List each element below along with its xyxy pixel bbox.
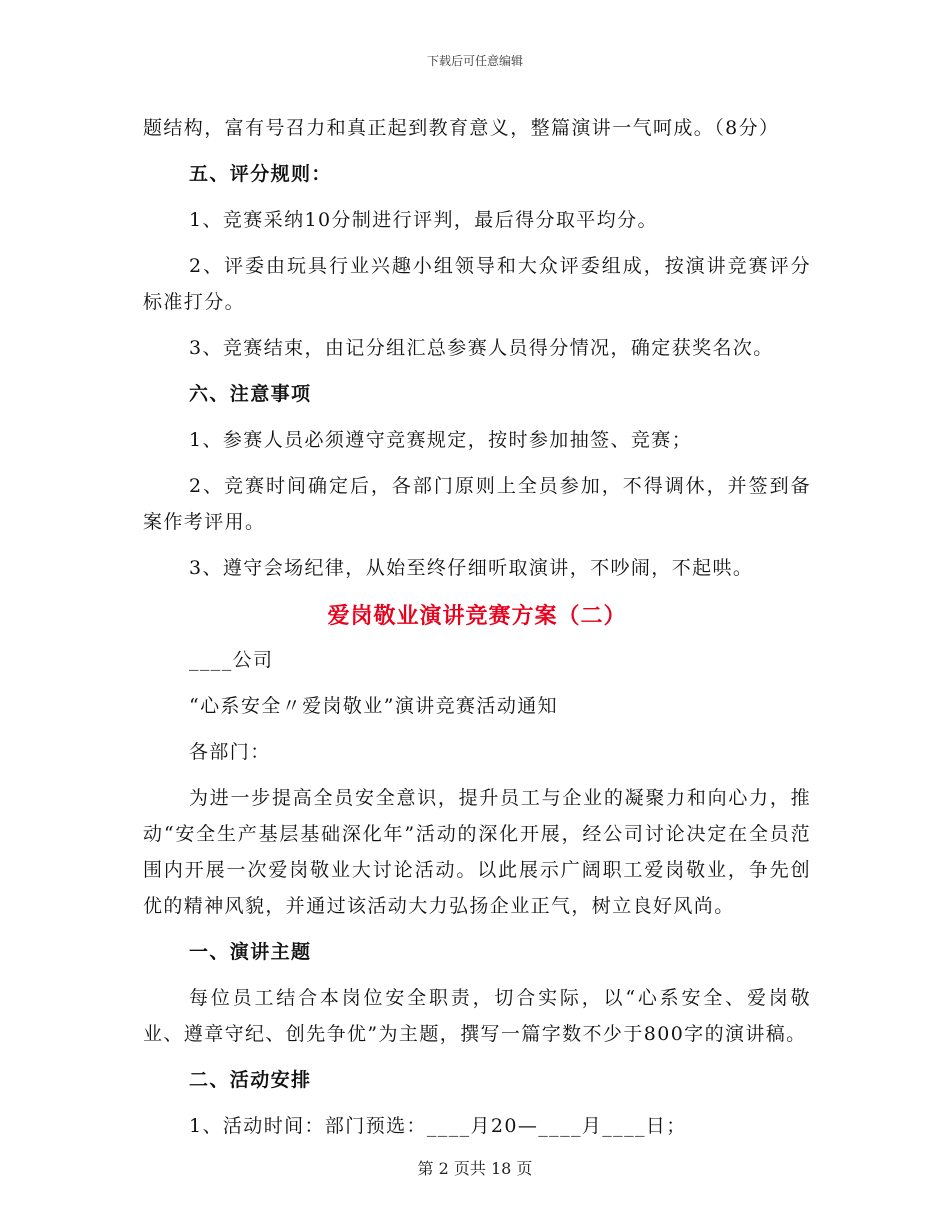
notice-title: “心系安全〃爱岗敬业”演讲竞赛活动通知 (189, 695, 559, 717)
section-heading-scoring-rules: 五、评分规则： (189, 163, 332, 185)
intro-paragraph: 为进一步提高全员安全意识，提升员工与企业的凝聚力和向心力，推动“安全生产基层基础深化年”活动的深化开展，经公司讨论决定在全员范围内开展一次爱岗敬业大讨论活动。以此展示广阔职工爱岗敬业，争先创优的精神风貌，并通过该活动大力弘扬企业正气，树立良好风尚。 (143, 787, 811, 917)
company-line: ____公司 (189, 649, 274, 671)
document-body (143, 110, 811, 1154)
salutation: 各部门： (189, 741, 271, 763)
section-heading-theme: 一、演讲主题 (189, 941, 312, 963)
section-heading-arrangement: 二、活动安排 (189, 1069, 312, 1091)
page-footer: 第 2 页共 18 页 (417, 1159, 533, 1178)
section-heading-notes: 六、注意事项 (189, 383, 312, 405)
paragraph-continuation: 题结构，富有号召力和真正起到教育意义，整篇演讲一气呵成。（8分） (143, 117, 780, 139)
scoring-rule-2: 2、评委由玩具行业兴趣小组领导和大众评委组成，按演讲竞赛评分标准打分。 (143, 255, 811, 313)
arrangement-item-1: 1、活动时间：部门预选：____月20—____月____日； (189, 1115, 687, 1137)
scoring-rule-3: 3、竞赛结束，由记分组汇总参赛人员得分情况，确定获奖名次。 (189, 337, 774, 359)
note-2: 2、竞赛时间确定后，各部门原则上全员参加，不得调休，并签到备案作考评用。 (143, 475, 811, 533)
page-header: 下载后可任意编辑 (426, 54, 523, 68)
document-title: 爱岗敬业演讲竞赛方案（二） (327, 603, 627, 629)
note-3: 3、遵守会场纪律，从始至终仔细听取演讲，不吵闹，不起哄。 (189, 557, 754, 579)
theme-paragraph: 每位员工结合本岗位安全职责，切合实际，以“心系安全、爱岗敬业、遵章守纪、创先争优”为主题，撰写一篇字数不少于800字的演讲稿。 (143, 987, 811, 1045)
note-1: 1、参赛人员必须遵守竞赛规定，按时参加抽签、竞赛； (189, 429, 693, 451)
scoring-rule-1: 1、竞赛采纳10分制进行评判，最后得分取平均分。 (189, 209, 658, 231)
